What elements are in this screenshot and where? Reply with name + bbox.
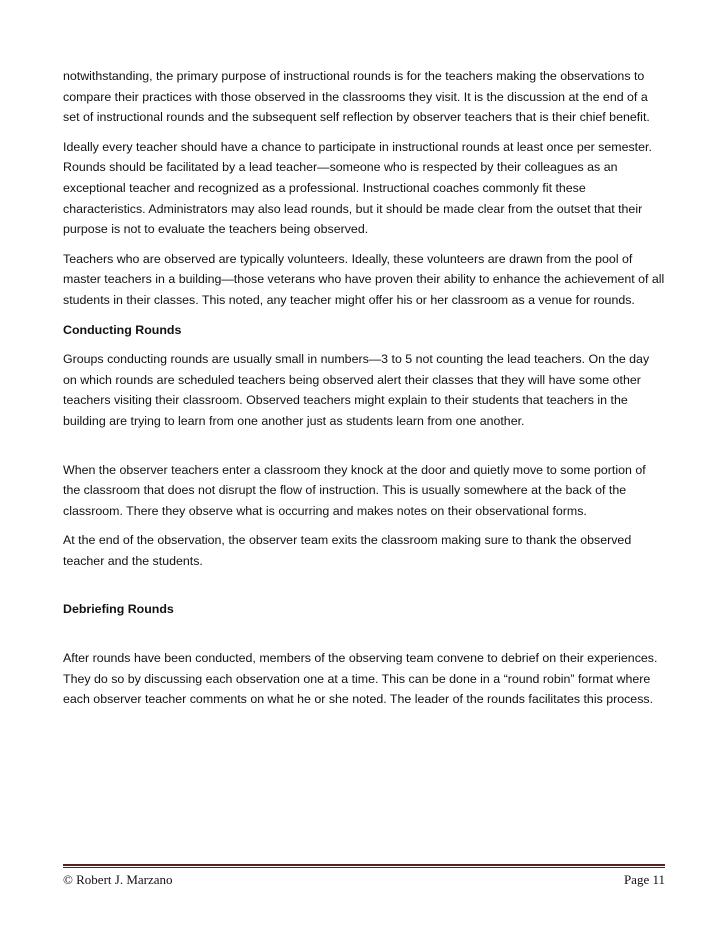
document-body [63, 66, 665, 719]
page-footer [63, 872, 665, 888]
footer-rule [63, 864, 665, 866]
heading-conducting-rounds: Conducting Rounds [63, 322, 182, 337]
footer-copyright: © Robert J. Marzano [63, 872, 173, 887]
page-number: Page 11 [623, 872, 665, 887]
paragraph-1: notwithstanding, the primary purpose of instructional rounds is for the teachers making the observations to compare their practices with those observed in the classrooms they visit. It is the discussion at the end of a set of instructional rounds and the subsequent self reflection by observer teachers that is their chief benefit. [63, 69, 650, 125]
paragraph-3: Teachers who are observed are typically volunteers. Ideally, these volunteers are drawn from the pool of master teachers in a building—those veterans who have proven their ability to enhance the achievement of all students in their classes. This noted, any teacher might offer his or her classroom as a venue for rounds. [63, 251, 665, 307]
paragraph-6: At the end of the observation, the observer team exits the classroom making sure to thank the observed teacher and the students. [63, 533, 632, 568]
paragraph-4: Groups conducting rounds are usually small in numbers—3 to 5 not counting the lead teachers. On the day on which rounds are scheduled teachers being observed alert their classes that they will have some other teachers visiting their classroom. Observed teachers might explain to their students that teachers in the building are trying to learn from one another just as students learn from one another. [63, 352, 650, 428]
paragraph-5: When the observer teachers enter a classroom they knock at the door and quietly move to some portion of the classroom that does not disrupt the flow of instruction. This is usually somewhere at the back of the classroom. There they observe what is occurring and makes notes on their observational forms. [63, 462, 646, 518]
paragraph-7: After rounds have been conducted, members of the observing team convene to debrief on their experiences. They do so by discussing each observation one at a time. This can be done in a “round robin” format where each observer teacher comments on what he or she noted. The leader of the rounds facilitates this process. [63, 651, 658, 707]
heading-debriefing-rounds: Debriefing Rounds [63, 602, 174, 617]
paragraph-2: Ideally every teacher should have a chance to participate in instructional rounds at least once per semester. Rounds should be facilitated by a lead teacher—someone who is respected by their colleagues as an exceptional teacher and recognized as a professional. Instructional coaches commonly fit these characteristics. Administrators may also lead rounds, but it should be made clear from the outset that their purpose is not to evaluate the teachers being observed. [63, 139, 652, 237]
footer-rule-thin [63, 867, 665, 868]
